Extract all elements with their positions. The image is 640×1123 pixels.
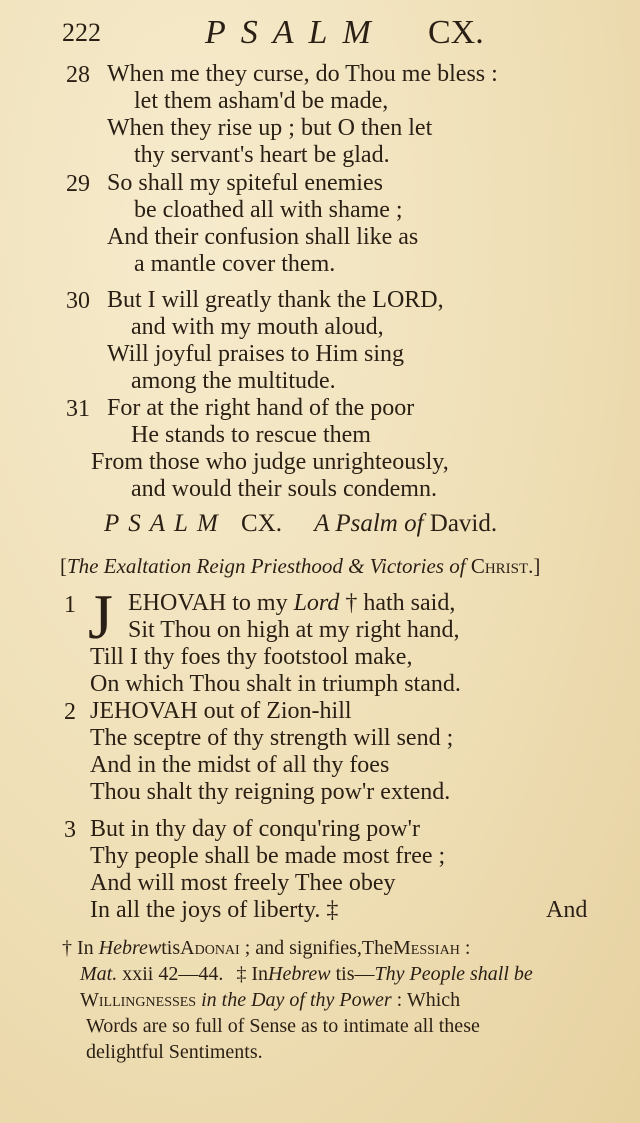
subtitle-bracket-open: [ bbox=[60, 554, 67, 578]
footnote-text: Hebrew bbox=[98, 937, 162, 959]
verse-line: among the multitude. bbox=[131, 368, 336, 394]
footnote-line: Words are so full of Sense as to intimate all these bbox=[86, 1015, 480, 1037]
footnote-text: tis bbox=[161, 937, 181, 959]
footnote-text: Messiah bbox=[393, 937, 460, 959]
verse-line: and with my mouth aloud, bbox=[131, 314, 384, 340]
verse-line: He stands to rescue them bbox=[131, 422, 371, 448]
psalm-number: CX. bbox=[428, 14, 484, 51]
verse-line: From those who judge unrighteously, bbox=[91, 449, 449, 475]
footnote-text: In bbox=[251, 963, 269, 985]
verse-line: And in the midst of all thy foes bbox=[90, 752, 390, 778]
footnote-mark: † bbox=[62, 937, 72, 959]
footnote-line: delightful Sentiments. bbox=[86, 1041, 263, 1063]
verse-number: 1 bbox=[64, 592, 76, 618]
footnote-text: in the Day of thy Power bbox=[201, 989, 392, 1011]
verse-line: thy servant's heart be glad. bbox=[134, 142, 390, 168]
page-title: PSALM bbox=[205, 14, 386, 51]
footnote-line bbox=[80, 987, 460, 1013]
psalm-110-heading bbox=[104, 510, 497, 538]
verse-number: 28 bbox=[66, 62, 90, 88]
footnote-line bbox=[62, 935, 470, 961]
verse-number: 3 bbox=[64, 817, 76, 843]
verse-line bbox=[128, 590, 455, 617]
footnote-text: Adonai bbox=[180, 937, 240, 959]
verse-number: 30 bbox=[66, 288, 90, 314]
verse-line: Will joyful praises to Him sing bbox=[107, 341, 405, 367]
heading-psalm: PSALM bbox=[104, 510, 227, 537]
verse-line: The sceptre of thy strength will send ; bbox=[90, 725, 454, 751]
verse-line-lord: Lord bbox=[293, 590, 340, 616]
catchword: And bbox=[546, 897, 588, 923]
verse-line: Till I thy foes thy footstool make, bbox=[90, 644, 413, 670]
footnote-text: : Which bbox=[396, 989, 461, 1011]
footnote-text: Thy People shall be bbox=[374, 963, 533, 985]
verse-line: When me they curse, do Thou me bless : bbox=[107, 61, 498, 87]
psalm-110-subtitle bbox=[60, 554, 540, 579]
drop-cap: J bbox=[88, 581, 113, 652]
verse-line: and would their souls condemn. bbox=[131, 476, 437, 502]
verse-line: Sit Thou on high at my right hand, bbox=[128, 617, 460, 643]
verse-line: Thy people shall be made most free ; bbox=[90, 843, 446, 869]
footnote-line bbox=[80, 961, 533, 987]
footnote-text: The bbox=[361, 937, 394, 959]
verse-line: JEHOVAH out of Zion-hill bbox=[90, 698, 352, 724]
verse-number: 31 bbox=[66, 396, 90, 422]
footnote-text: Willingnesses bbox=[80, 989, 197, 1011]
verse-line: And their confusion shall like as bbox=[107, 224, 419, 250]
subtitle-christ: Christ. bbox=[470, 554, 534, 578]
verse-line: But in thy day of conqu'ring pow'r bbox=[90, 816, 420, 842]
verse-line: But I will greatly thank the LORD, bbox=[107, 287, 444, 313]
subtitle-text: The Exaltation Reign Priesthood & Victories of bbox=[67, 554, 466, 578]
heading-subtitle-italic: A Psalm of bbox=[314, 510, 424, 537]
footnote-text: tis— bbox=[335, 963, 375, 985]
verse-line: Thou shalt thy reigning pow'r extend. bbox=[90, 779, 451, 805]
verse-line: In all the joys of liberty. ‡ bbox=[90, 897, 339, 923]
verse-line: be cloathed all with shame ; bbox=[134, 197, 403, 223]
footnote-text: Mat. bbox=[80, 963, 118, 985]
verse-line: a mantle cover them. bbox=[134, 251, 336, 277]
verse-line: When they rise up ; but O then let bbox=[107, 115, 433, 141]
verse-line-part: † hath said, bbox=[345, 590, 456, 616]
footnote-text: xxii 42—44. bbox=[122, 963, 224, 985]
verse-number: 29 bbox=[66, 171, 90, 197]
heading-subtitle-david: David. bbox=[429, 510, 498, 537]
verse-line-part: EHOVAH to my bbox=[128, 590, 288, 616]
footnote-text: Hebrew bbox=[268, 963, 331, 985]
page-number: 222 bbox=[62, 18, 101, 47]
verse-line: For at the right hand of the poor bbox=[107, 395, 415, 421]
heading-number: CX. bbox=[241, 510, 283, 537]
footnote-mark: ‡ bbox=[236, 963, 247, 985]
verse-line: On which Thou shalt in triumph stand. bbox=[90, 671, 461, 697]
footnote-text: ; and signifies, bbox=[244, 937, 362, 959]
verse-line: So shall my spiteful enemies bbox=[107, 170, 383, 196]
verse-line: And will most freely Thee obey bbox=[90, 870, 396, 896]
verse-number: 2 bbox=[64, 699, 76, 725]
footnote-text: In bbox=[77, 937, 94, 959]
verse-line: let them asham'd be made, bbox=[134, 88, 389, 114]
footnote-text: : bbox=[464, 937, 471, 959]
subtitle-bracket-close: ] bbox=[533, 554, 541, 578]
